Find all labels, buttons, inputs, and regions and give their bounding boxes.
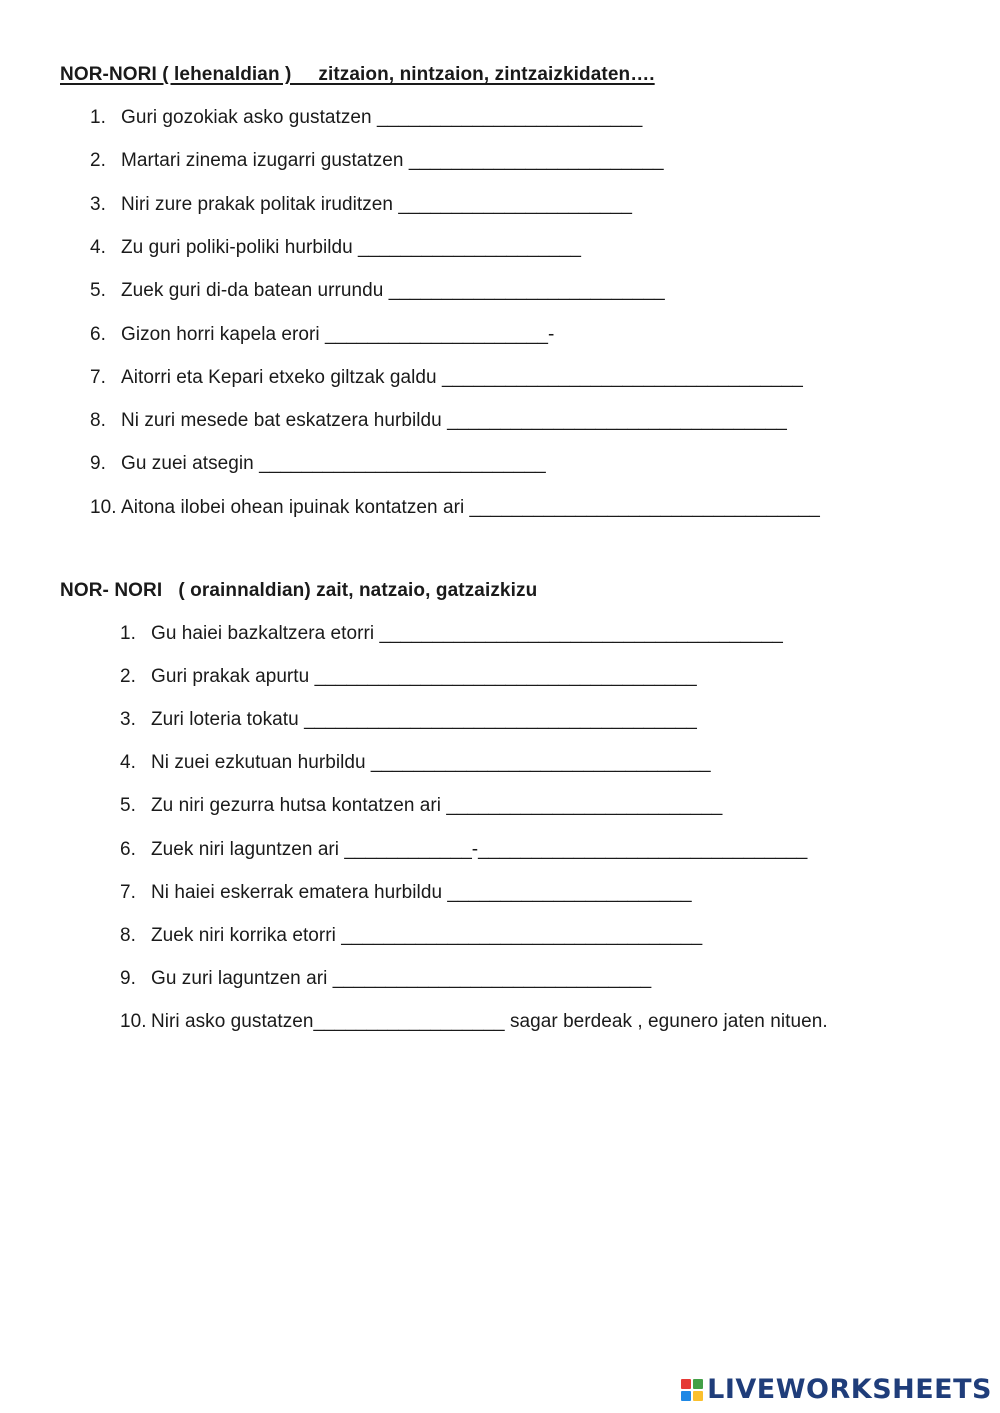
section2-item-3	[120, 709, 697, 731]
section1-item-text: Gu zuei atsegin ___________________________	[121, 453, 546, 475]
section2-item-number: 7.	[120, 881, 136, 903]
section1-item-3	[90, 194, 632, 216]
section2-item-2	[120, 666, 697, 688]
section2-item-text: Gu zuri laguntzen ari ______________________________	[151, 967, 652, 989]
section1-title: NOR-NORI ( lehenaldian ) zitzaion, nintzaion, zintzaizkidaten….	[60, 64, 655, 85]
section1-item-2	[90, 150, 664, 172]
liveworksheets-logo	[681, 1374, 992, 1405]
section1-item-text: Aitorri eta Kepari etxeko giltzak galdu __________________________________	[121, 366, 803, 388]
section1-item-text: Guri gozokiak asko gustatzen _________________________	[121, 107, 643, 128]
section1-item-number: 10.	[90, 496, 117, 518]
section2-item-text: Zu niri gezurra hutsa kontatzen ari __________________________	[151, 795, 723, 817]
section2-item-text: Gu haiei bazkaltzera etorri ______________________________________	[151, 623, 783, 644]
section1-item-text: Zuek guri di-da batean urrundu __________________________	[121, 280, 665, 302]
logo-square-2	[693, 1379, 703, 1389]
section1-item-9	[90, 453, 546, 475]
section2-item-text: Ni haiei eskerrak ematera hurbildu _______________________	[151, 881, 692, 903]
section1-item-7	[90, 367, 803, 389]
liveworksheets-logo-icon	[681, 1379, 703, 1401]
section2-item-8	[120, 925, 702, 947]
section1-item-number: 2.	[90, 150, 106, 172]
section2-item-9	[120, 968, 651, 990]
section1-item-4	[90, 237, 581, 259]
section2-item-4	[120, 752, 711, 774]
section2-item-number: 8.	[120, 924, 136, 946]
section1-item-text: Ni zuri mesede bat eskatzera hurbildu ________________________________	[121, 410, 787, 432]
section1-item-10	[90, 497, 820, 519]
section2-item-number: 4.	[120, 752, 136, 774]
section1-item-text: Aitona ilobei ohean ipuinak kontatzen ari _________________________________	[121, 496, 820, 518]
section2-item-7	[120, 882, 692, 904]
section2-item-text: Ni zuei ezkutuan hurbildu ________________________________	[151, 752, 711, 774]
section2-item-number: 2.	[120, 666, 136, 688]
section2-item-text: Zuri loteria tokatu _____________________________________	[151, 709, 697, 731]
logo-square-1	[681, 1379, 691, 1389]
section1-item-number: 8.	[90, 410, 106, 432]
logo-square-3	[681, 1391, 691, 1401]
section1-item-text: Gizon horri kapela erori _____________________-	[121, 323, 555, 345]
section1-item-number: 4.	[90, 236, 106, 258]
section1-item-number: 1.	[90, 107, 106, 128]
section1-item-1	[90, 107, 642, 129]
section2-item-number: 3.	[120, 709, 136, 731]
section1-item-8	[90, 410, 787, 432]
section2-item-number: 1.	[120, 623, 136, 644]
section2-item-5	[120, 795, 722, 817]
section2-item-text: Zuek niri laguntzen ari ____________-_______________________________	[151, 838, 808, 860]
section1-item-number: 7.	[90, 366, 106, 388]
section1-item-number: 9.	[90, 453, 106, 475]
section1-item-text: Zu guri poliki-poliki hurbildu _____________________	[121, 236, 582, 258]
section2-item-text: Guri prakak apurtu ____________________________________	[151, 666, 697, 688]
section2-item-number: 5.	[120, 795, 136, 817]
section1-item-5	[90, 280, 665, 302]
section1-item-number: 6.	[90, 323, 106, 345]
section2-title: NOR- NORI ( orainnaldian) zait, natzaio, gatzaizkizu	[60, 580, 538, 601]
section1-item-6	[90, 324, 554, 346]
section2-item-number: 6.	[120, 838, 136, 860]
section1-item-text: Martari zinema izugarri gustatzen ________________________	[121, 150, 664, 172]
section2-item-1	[120, 623, 783, 645]
section2-item-10	[120, 1011, 828, 1033]
section1-item-number: 5.	[90, 280, 106, 302]
section1-item-text: Niri zure prakak politak iruditzen ______________________	[121, 193, 632, 215]
section1-item-number: 3.	[90, 193, 106, 215]
section2-item-6	[120, 839, 807, 861]
logo-text: LIVEWORKSHEETS	[707, 1374, 992, 1405]
section2-item-number: 10.	[120, 1010, 147, 1032]
section2-item-text: Niri asko gustatzen__________________ sagar berdeak , egunero jaten nituen.	[151, 1010, 828, 1032]
section2-item-number: 9.	[120, 967, 136, 989]
section2-item-text: Zuek niri korrika etorri __________________________________	[151, 924, 703, 946]
logo-square-4	[693, 1391, 703, 1401]
